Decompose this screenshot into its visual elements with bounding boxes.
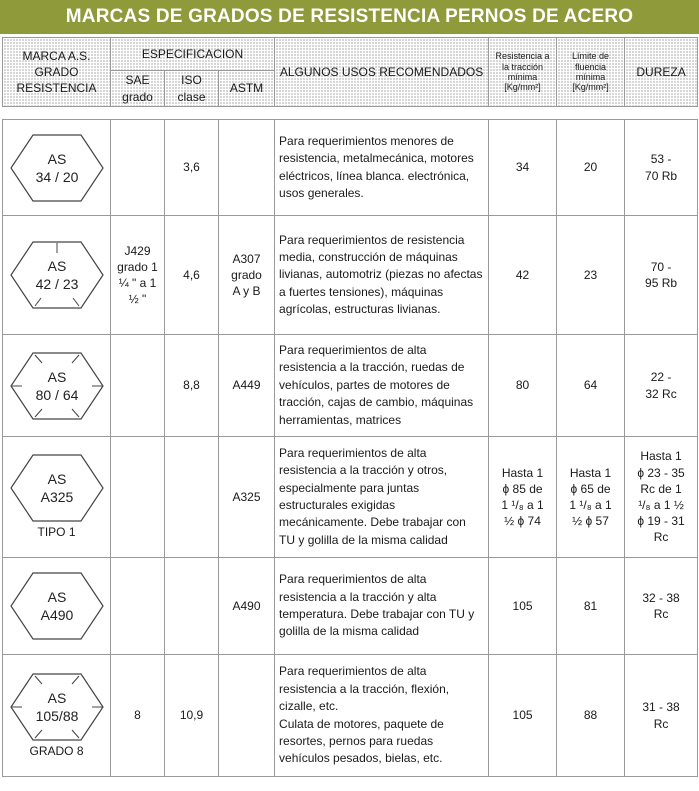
- fluencia-cell: 20: [557, 120, 625, 216]
- hex-bolt-head-icon: [9, 453, 105, 523]
- iso-cell: 8,8: [165, 335, 219, 437]
- hex-bolt-head-icon: [9, 672, 105, 742]
- uses-cell: Para requerimientos de alta resistencia a la tracción, flexión, cizalle, etc. Culata de motores, paquete de resortes, pernos para ruedas vehículos pesados, bielas, etc.: [275, 655, 489, 777]
- hex-bolt-head-icon: [9, 133, 105, 203]
- hex-bolt-head-icon: [9, 571, 105, 641]
- fluencia-cell: Hasta 1 ϕ 65 de 1 ¹/₈ a 1 ½ ϕ 57: [557, 437, 625, 558]
- grade-mark-cell: [3, 558, 111, 655]
- hex-bolt-head-icon: [9, 240, 105, 310]
- astm-cell: A307 grado A y B: [219, 216, 275, 335]
- header-usos: ALGUNOS USOS RECOMENDADOS: [275, 38, 489, 107]
- astm-cell: [219, 655, 275, 777]
- bolt-grades-table: [2, 37, 698, 777]
- grade-mark-cell: [3, 335, 111, 437]
- mark-line1: AS: [47, 368, 66, 385]
- mark-line2: A325: [40, 489, 73, 506]
- fluencia-cell: 81: [557, 558, 625, 655]
- traccion-cell: 105: [489, 655, 557, 777]
- dureza-cell: 53 - 70 Rb: [625, 120, 698, 216]
- traccion-cell: 42: [489, 216, 557, 335]
- grade-mark-cell: [3, 120, 111, 216]
- mark-line2: 34 / 20: [35, 168, 78, 185]
- header-sae: SAE grado: [111, 71, 165, 107]
- hex-bolt-head-icon: [9, 351, 105, 421]
- table-row: [3, 120, 698, 216]
- mark-line1: AS: [47, 258, 66, 274]
- sae-cell: [111, 558, 165, 655]
- table-row: [3, 558, 698, 655]
- sae-cell: [111, 335, 165, 437]
- dureza-cell: 22 - 32 Rc: [625, 335, 698, 437]
- uses-cell: Para requerimientos de alta resistencia a la tracción y alta temperatura. Debe trabajar con TU y golilla de la misma calidad: [275, 558, 489, 655]
- iso-cell: [165, 437, 219, 558]
- astm-cell: [219, 120, 275, 216]
- mark-line1: AS: [47, 589, 66, 605]
- iso-cell: 3,6: [165, 120, 219, 216]
- mark-line2: 80 / 64: [35, 386, 78, 403]
- traccion-cell: 34: [489, 120, 557, 216]
- table-row: [3, 335, 698, 437]
- traccion-cell: Hasta 1 ϕ 85 de 1 ¹/₈ a 1 ½ ϕ 74: [489, 437, 557, 558]
- mark-line1: AS: [47, 689, 66, 706]
- mark-line2: 105/88: [35, 707, 78, 724]
- sae-cell: [111, 120, 165, 216]
- sae-cell: 8: [111, 655, 165, 777]
- page-title: MARCAS DE GRADOS DE RESISTENCIA PERNOS DE ACERO: [0, 0, 699, 34]
- table-row: [3, 655, 698, 777]
- grade-mark-cell: [3, 437, 111, 558]
- astm-cell: A325: [219, 437, 275, 558]
- mark-line2: A490: [40, 607, 73, 623]
- sae-cell: J429 grado 1 ¼ " a 1 ½ ": [111, 216, 165, 335]
- uses-cell: Para requerimientos de resistencia media, construcción de máquinas livianas, automotriz (piezas no afectas a fuertes tensiones), máquinas agrícolas, estructuras livianas.: [275, 216, 489, 335]
- astm-cell: A449: [219, 335, 275, 437]
- dureza-cell: 32 - 38 Rc: [625, 558, 698, 655]
- header-especificacion: ESPECIFICACION: [111, 38, 275, 71]
- mark-line1: AS: [47, 150, 66, 167]
- fluencia-cell: 64: [557, 335, 625, 437]
- header-dureza: DUREZA: [625, 38, 698, 107]
- traccion-cell: 80: [489, 335, 557, 437]
- table-row: [3, 437, 698, 558]
- dureza-cell: 70 - 95 Rb: [625, 216, 698, 335]
- uses-cell: Para requerimientos de alta resistencia a la tracción y otros, especialmente para juntas estructurales exigidas mecánicamente. Debe trabajar con TU y golilla de la misma calidad: [275, 437, 489, 558]
- mark-label: GRADO 8: [29, 743, 84, 758]
- mark-line2: 42 / 23: [35, 276, 78, 292]
- grade-mark-cell: [3, 216, 111, 335]
- uses-cell: Para requerimientos menores de resistencia, metalmecánica, motores eléctricos, línea blanca. electrónica, usos generales.: [275, 120, 489, 216]
- mark-label: TIPO 1: [37, 525, 76, 540]
- header-traccion: Resistencia a la tracción mínima [Kg/mm²]: [489, 38, 557, 107]
- dureza-cell: 31 - 38 Rc: [625, 655, 698, 777]
- header-astm: ASTM: [219, 71, 275, 107]
- fluencia-cell: 23: [557, 216, 625, 335]
- sae-cell: [111, 437, 165, 558]
- mark-line1: AS: [47, 471, 66, 488]
- iso-cell: 4,6: [165, 216, 219, 335]
- dureza-cell: Hasta 1 ϕ 23 - 35 Rc de 1 ¹/₈ a 1 ½ ϕ 19 - 31 Rc: [625, 437, 698, 558]
- uses-cell: Para requerimientos de alta resistencia a la tracción, ruedas de vehículos, partes de motores de tracción, cajas de cambio, máquinas herramientas, matrices: [275, 335, 489, 437]
- table-row: [3, 216, 698, 335]
- header-iso: ISO clase: [165, 71, 219, 107]
- iso-cell: [165, 558, 219, 655]
- iso-cell: 10,9: [165, 655, 219, 777]
- fluencia-cell: 88: [557, 655, 625, 777]
- header-marca: MARCA A.S. GRADO RESISTENCIA: [3, 38, 111, 107]
- header-fluencia: Límite de fluencia mínima [Kg/mm²]: [557, 38, 625, 107]
- grade-mark-cell: [3, 655, 111, 777]
- traccion-cell: 105: [489, 558, 557, 655]
- astm-cell: A490: [219, 558, 275, 655]
